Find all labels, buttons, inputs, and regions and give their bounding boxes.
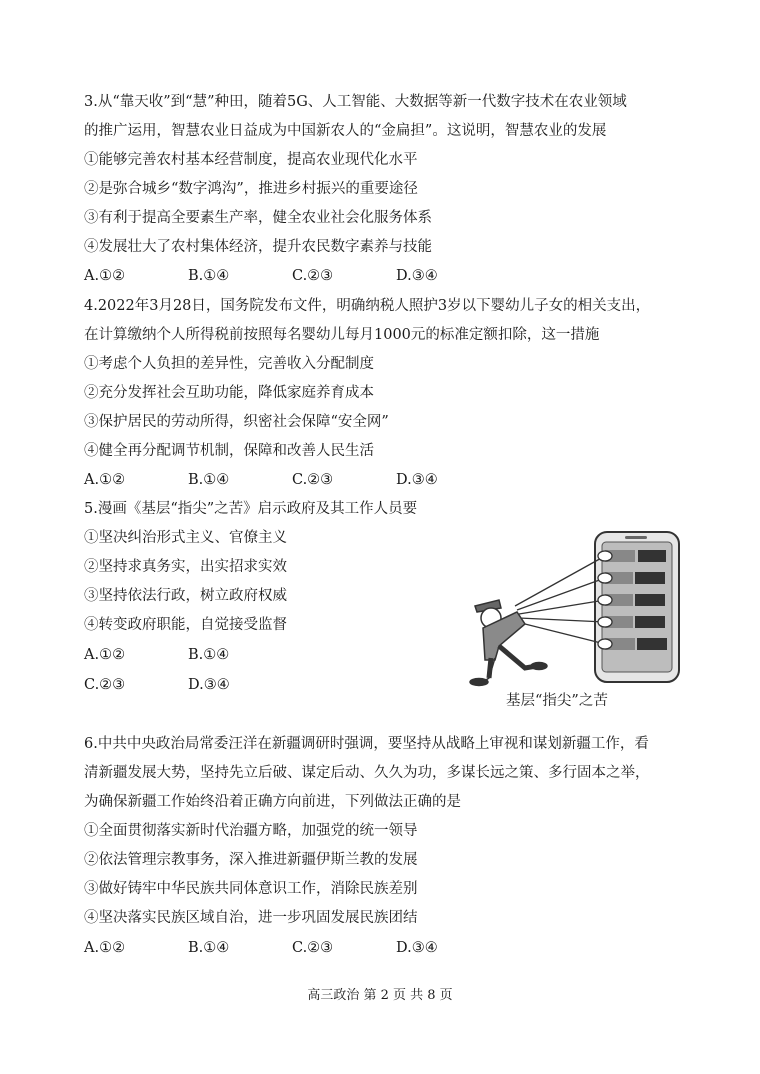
q3-stem-line2: 的推广运用，智慧农业日益成为中国新农人的“金扁担”。这说明，智慧农业的发展 <box>84 123 607 139</box>
q4-option-a: A.①② <box>84 472 126 488</box>
q6-option-b: B.①④ <box>188 940 230 956</box>
q5-option-a: A.①② <box>84 647 126 663</box>
q3-option-a: A.①② <box>84 268 126 284</box>
q5-item-2: ②坚持求真务实，出实招求实效 <box>84 559 287 575</box>
cartoon-illustration <box>455 528 685 688</box>
q4-option-c: C.②③ <box>292 472 334 488</box>
q6-item-4: ④坚决落实民族区域自治，进一步巩固发展民族团结 <box>84 910 418 926</box>
q6-stem-line1: 6.中共中央政治局常委汪洋在新疆调研时强调，要坚持从战略上审视和谋划新疆工作，看 <box>84 736 649 752</box>
q5-stem-line1: 5.漫画《基层“指尖”之苦》启示政府及其工作人员要 <box>84 501 418 517</box>
q6-stem-line3: 为确保新疆工作始终沿着正确方向前进，下列做法正确的是 <box>84 794 461 810</box>
q5-item-1: ①坚决纠治形式主义、官僚主义 <box>84 530 287 546</box>
q4-item-2: ②充分发挥社会互助功能，降低家庭养育成本 <box>84 385 374 401</box>
page-footer: 高三政治 第 2 页 共 8 页 <box>307 988 453 1003</box>
q3-item-3: ③有利于提高全要素生产率，健全农业社会化服务体系 <box>84 210 432 226</box>
q5-option-b: B.①④ <box>188 647 230 663</box>
q5-item-3: ③坚持依法行政，树立政府权威 <box>84 588 287 604</box>
q4-option-b: B.①④ <box>188 472 230 488</box>
q5-item-4: ④转变政府职能，自觉接受监督 <box>84 617 287 633</box>
q4-option-d: D.③④ <box>396 472 438 488</box>
q3-option-c: C.②③ <box>292 268 334 284</box>
q3-item-4: ④发展壮大了农村集体经济，提升农民数字素养与技能 <box>84 239 432 255</box>
q4-item-3: ③保护居民的劳动所得，织密社会保障“安全网” <box>84 414 389 430</box>
q5-option-c: C.②③ <box>84 677 126 693</box>
q6-option-a: A.①② <box>84 940 126 956</box>
q3-item-2: ②是弥合城乡“数字鸿沟”，推进乡村振兴的重要途径 <box>84 181 418 197</box>
q6-stem-line2: 清新疆发展大势，坚持先立后破、谋定后动、久久为功，多谋长远之策、多行固本之举， <box>84 765 650 781</box>
q4-item-1: ①考虑个人负担的差异性，完善收入分配制度 <box>84 356 374 372</box>
q6-item-1: ①全面贯彻落实新时代治疆方略，加强党的统一领导 <box>84 823 418 839</box>
q4-item-4: ④健全再分配调节机制，保障和改善人民生活 <box>84 443 374 459</box>
q3-option-d: D.③④ <box>396 268 438 284</box>
official-figure-drawing <box>470 600 547 686</box>
q4-stem-line2: 在计算缴纳个人所得税前按照每名婴幼儿每月1000元的标准定额扣除，这一措施 <box>84 327 600 343</box>
q3-item-1: ①能够完善农村基本经营制度，提高农业现代化水平 <box>84 152 418 168</box>
q6-option-d: D.③④ <box>396 940 438 956</box>
q4-stem-line1: 4.2022年3月28日，国务院发布文件，明确纳税人照护3岁以下婴幼儿子女的相关支出， <box>84 298 651 314</box>
q6-option-c: C.②③ <box>292 940 334 956</box>
q3-stem-line1: 3.从“靠天收”到“慧”种田，随着5G、人工智能、大数据等新一代数字技术在农业领域 <box>84 94 627 110</box>
q3-option-b: B.①④ <box>188 268 230 284</box>
q5-option-d: D.③④ <box>188 677 230 693</box>
q6-item-3: ③做好铸牢中华民族共同体意识工作，消除民族差别 <box>84 881 418 897</box>
cartoon-caption: 基层“指尖”之苦 <box>506 693 608 709</box>
q6-item-2: ②依法管理宗教事务，深入推进新疆伊斯兰教的发展 <box>84 852 418 868</box>
